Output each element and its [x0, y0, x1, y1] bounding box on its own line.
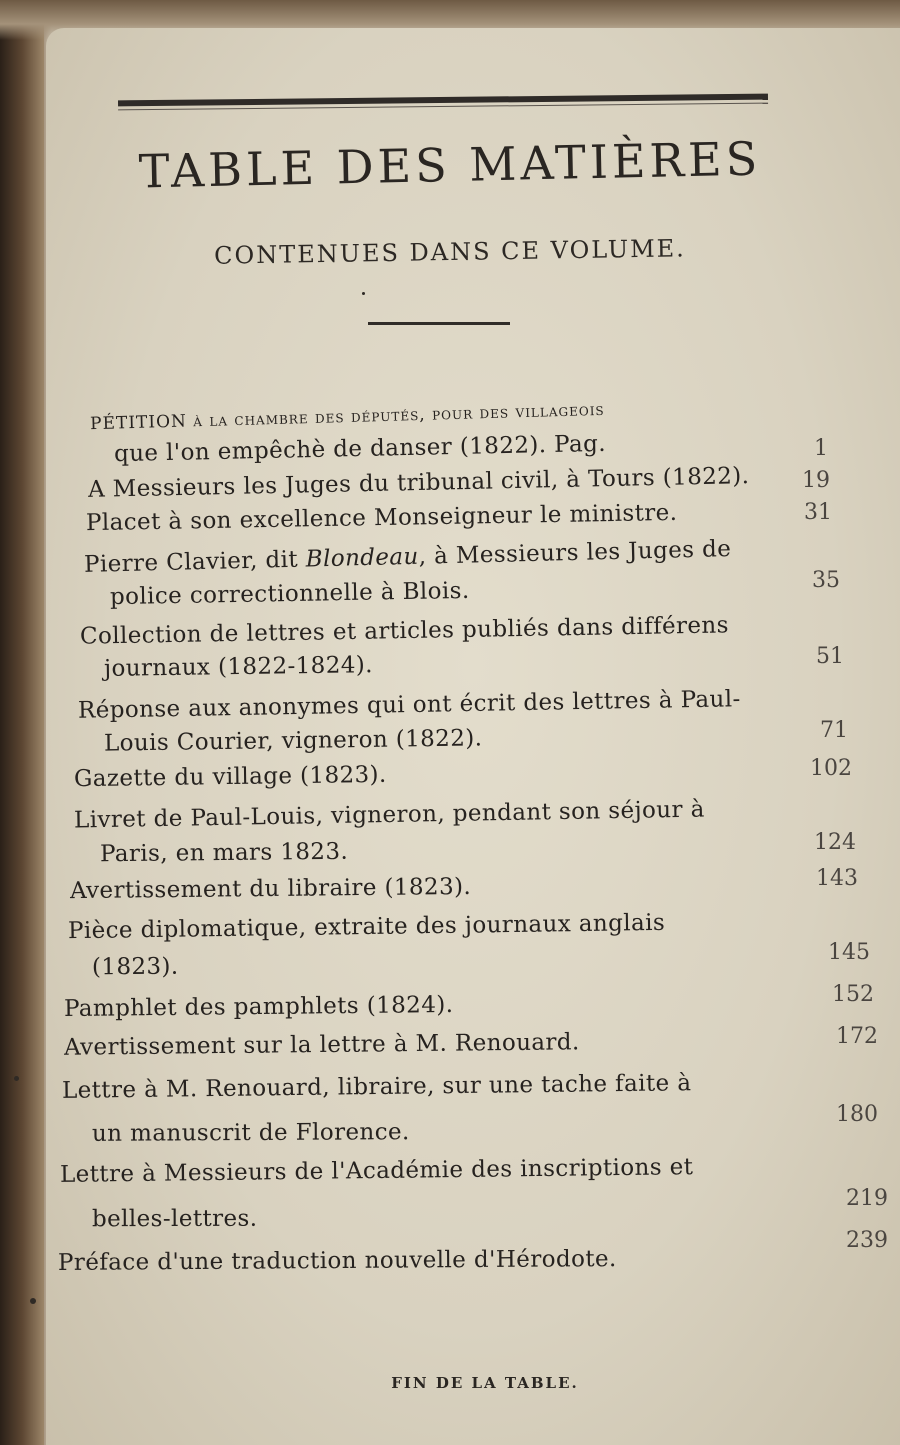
- toc-entry-line: Collection de lettres et articles publiés dans différens: [79, 612, 730, 650]
- entry-lead-word: PÉTITION à la chambre des députés, pour des villageois: [89, 399, 605, 435]
- toc-entry-line: A Messieurs les Juges du tribunal civil, à Tours (1822).: [87, 463, 750, 503]
- page-number: 71: [820, 718, 848, 743]
- page-number: 219: [846, 1186, 888, 1211]
- speck: [14, 1076, 19, 1081]
- toc-entry-line: Avertissement du libraire (1823).: [69, 873, 472, 905]
- toc-entry-line: un manuscrit de Florence.: [91, 1119, 410, 1147]
- page-number: 1: [814, 436, 828, 461]
- page-title: TABLE DES MATIÈRES: [138, 131, 762, 199]
- entry-italic-name: Blondeau: [305, 543, 420, 573]
- page-number: 180: [836, 1102, 878, 1127]
- entry-text: , à Messieurs les Juges de: [418, 536, 732, 570]
- page-number: 145: [828, 940, 870, 965]
- toc-entry-line: (1823).: [91, 953, 179, 981]
- toc-entry-line: Pièce diplomatique, extraite des journaux anglais: [67, 909, 666, 945]
- page-number: 143: [816, 866, 858, 891]
- toc-entry-line: Réponse aux anonymes qui ont écrit des lettres à Paul-: [77, 686, 741, 724]
- toc-entry-line: Paris, en mars 1823.: [99, 838, 349, 868]
- end-of-table: FIN DE LA TABLE.: [391, 1374, 579, 1392]
- toc-entry-line: Lettre à M. Renouard, libraire, sur une tache faite à: [61, 1070, 692, 1104]
- page-subtitle: CONTENUES DANS CE VOLUME.: [213, 234, 687, 270]
- toc-entry-line: Placet à son excellence Monseigneur le ministre.: [85, 499, 678, 537]
- toc-entry-line: Avertissement sur la lettre à M. Renouard.: [63, 1029, 580, 1061]
- page-number: 172: [836, 1024, 878, 1049]
- speck: [30, 1298, 36, 1304]
- toc-entry-line: [84, 536, 732, 578]
- toc-entry-line: Gazette du village (1823).: [73, 761, 387, 793]
- page-number: 124: [814, 830, 856, 855]
- toc-entry-line: police correctionnelle à Blois.: [109, 577, 470, 611]
- page-number: 51: [816, 644, 844, 669]
- toc-entry-line: [90, 395, 605, 435]
- page-number: 239: [846, 1228, 888, 1253]
- toc-entry-line: journaux (1822-1824).: [103, 652, 374, 682]
- toc-entry-line: Pamphlet des pamphlets (1824).: [63, 991, 454, 1023]
- page-number: 31: [804, 500, 832, 525]
- page-number: 152: [832, 982, 874, 1007]
- toc-entry-line: belles-lettres.: [91, 1205, 258, 1233]
- toc-entry-line: que l'on empêchè de danser (1822). Pag.: [113, 430, 607, 468]
- toc-entry-line: Livret de Paul-Louis, vigneron, pendant son séjour à: [73, 796, 705, 834]
- toc-entry-line: Louis Courier, vigneron (1822).: [103, 725, 483, 757]
- page-number: 19: [802, 468, 830, 493]
- toc-entry-line: Préface d'une traduction nouvelle d'Hérodote.: [57, 1246, 617, 1276]
- toc-entry-line: Lettre à Messieurs de l'Académie des inscriptions et: [59, 1154, 694, 1188]
- page-number: 35: [812, 568, 840, 593]
- entry-text: Pierre Clavier, dit: [83, 546, 307, 578]
- page-number: 102: [810, 756, 852, 781]
